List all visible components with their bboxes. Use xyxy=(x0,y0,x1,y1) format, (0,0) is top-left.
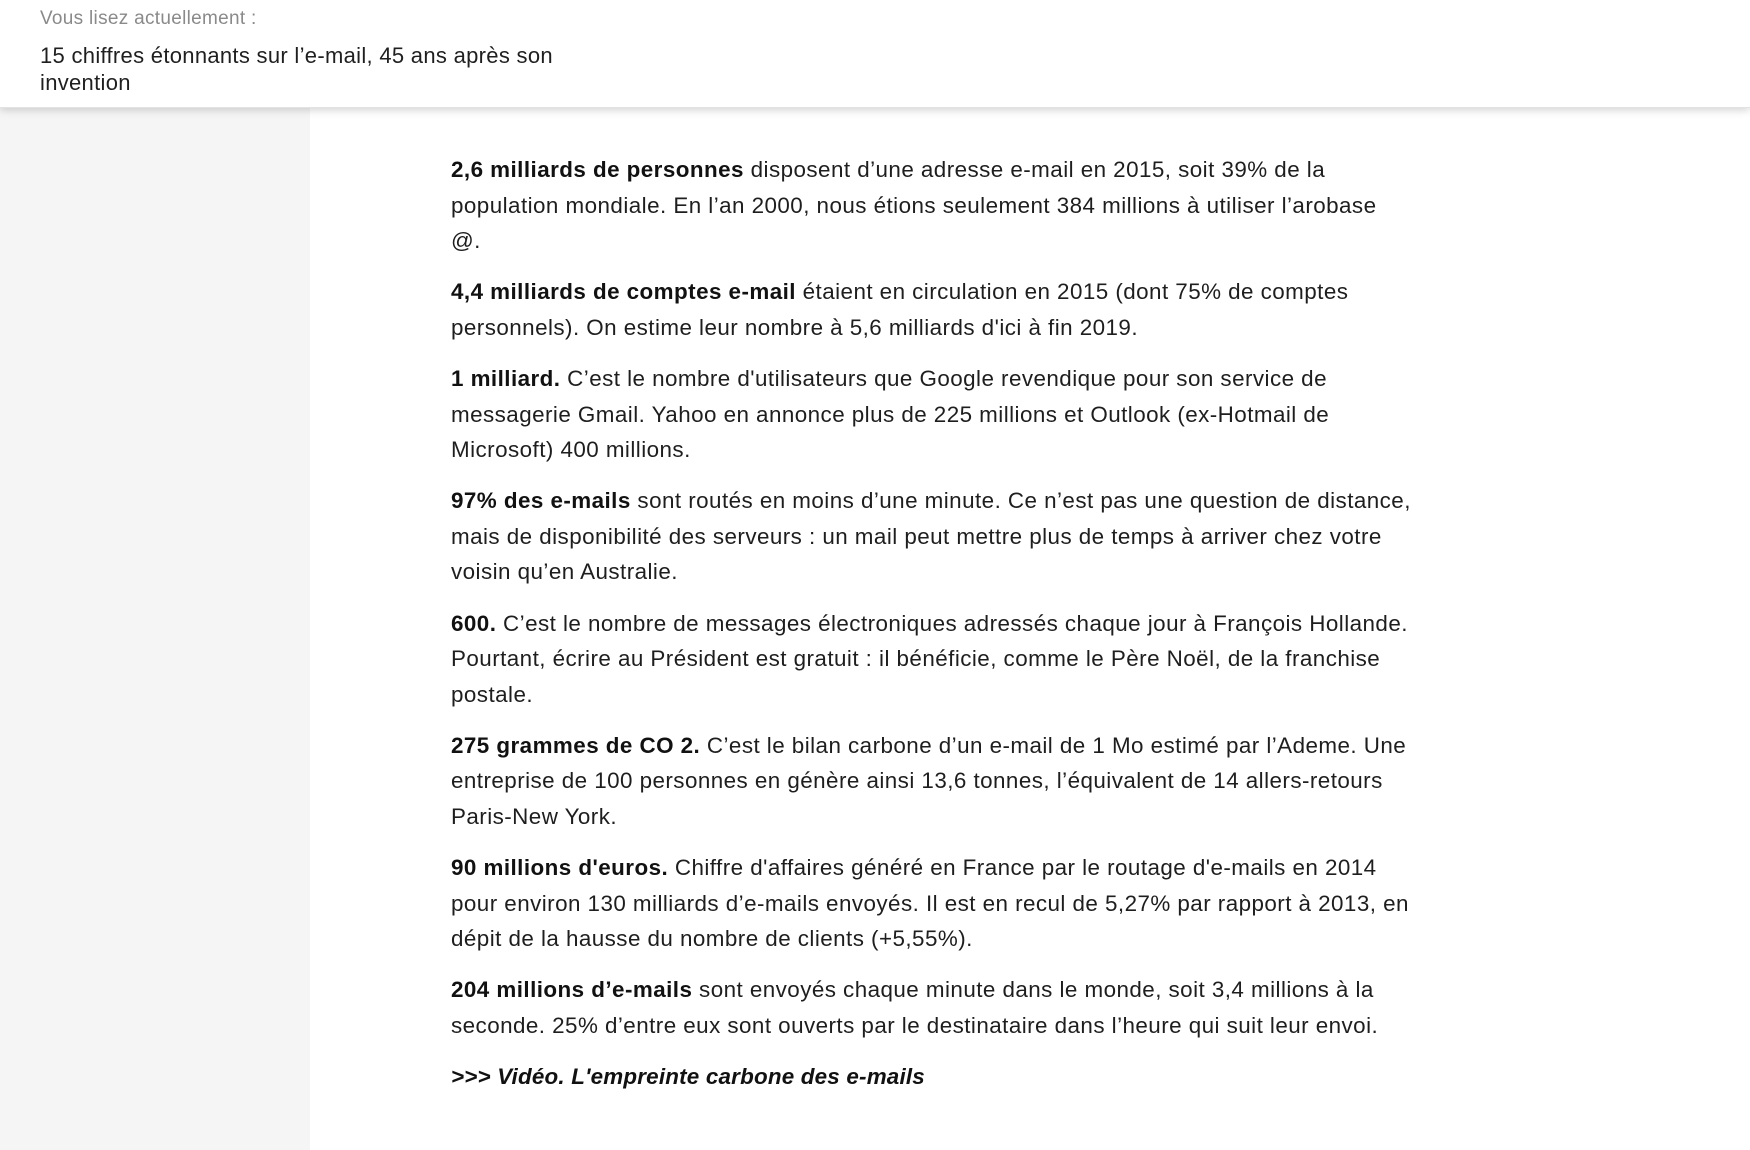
article-paragraph xyxy=(451,483,1411,590)
article-paragraph xyxy=(451,361,1411,468)
article-paragraph xyxy=(451,728,1411,835)
paragraph-highlight: 1 milliard. xyxy=(451,365,561,391)
paragraph-text: C’est le bilan carbone d’un e-mail de 1 Mo estimé par l’Ademe. Une entreprise de 100 personnes en génère ainsi 13,6 tonnes, l’équivalent de 14 allers-retours Paris-New York. xyxy=(451,732,1407,829)
paragraph-text: C’est le nombre d'utilisateurs que Google revendique pour son service de messagerie Gmail. Yahoo en annonce plus de 225 millions et Outlook (ex-Hotmail de Microsoft) 400 millions. xyxy=(451,365,1330,463)
video-link[interactable]: >>> Vidéo. L'empreinte carbone des e-mails xyxy=(451,1064,925,1090)
left-sidebar xyxy=(0,108,310,1150)
reading-now-label: Vous lisez actuellement : xyxy=(40,8,257,29)
paragraph-highlight: 204 millions d’e-mails xyxy=(451,977,693,1003)
paragraph-text: Chiffre d'affaires généré en France par le routage d'e-mails en 2014 pour environ 130 milliards d’e-mails envoyés. Il est en recul de 5,27% par rapport à 2013, en dépit de la hausse du nombre de clients (+5,55%). xyxy=(451,855,1409,952)
article-body xyxy=(451,152,1411,1095)
paragraph-highlight: 275 grammes de CO 2. xyxy=(451,732,701,758)
paragraph-highlight: 2,6 milliards de personnes xyxy=(451,157,744,182)
paragraph-highlight: 600. xyxy=(451,610,497,636)
paragraph-text: C’est le nombre de messages électroniques adressés chaque jour à François Hollande. Pourtant, écrire au Président est gratuit : il bénéficie, comme le Père Noël, de la franchise postale. xyxy=(451,610,1408,707)
article-paragraph xyxy=(451,152,1411,259)
article-paragraph xyxy=(451,972,1411,1043)
paragraph-text: étaient en circulation en 2015 (dont 75% de comptes personnels). On estime leur nombre à 5,6 milliards d'ici à fin 2019. xyxy=(451,279,1349,340)
reading-now-title[interactable]: 15 chiffres étonnants sur l’e-mail, 45 ans après son invention xyxy=(40,43,553,95)
article-paragraph xyxy=(451,606,1411,713)
paragraph-text: disposent d’une adresse e-mail en 2015, soit 39% de la population mondiale. En l’an 2000, nous étions seulement 384 millions à utiliser l’arobase @. xyxy=(451,157,1377,254)
article-paragraph xyxy=(451,274,1411,345)
paragraph-text: sont envoyés chaque minute dans le monde, soit 3,4 millions à la seconde. 25% d’entre eux sont ouverts par le destinataire dans l’heure qui suit leur envoi. xyxy=(451,977,1379,1038)
article-paragraph xyxy=(451,850,1411,957)
paragraph-highlight: 4,4 milliards de comptes e-mail xyxy=(451,279,796,305)
paragraph-highlight: 90 millions d'euros. xyxy=(451,855,669,881)
reading-now-bar xyxy=(0,0,1750,108)
paragraph-highlight: 97% des e-mails xyxy=(451,488,631,514)
paragraph-text: sont routés en moins d’une minute. Ce n’est pas une question de distance, mais de disponibilité des serveurs : un mail peut mettre plus de temps à arriver chez votre voisin qu’en Australie. xyxy=(451,488,1411,585)
